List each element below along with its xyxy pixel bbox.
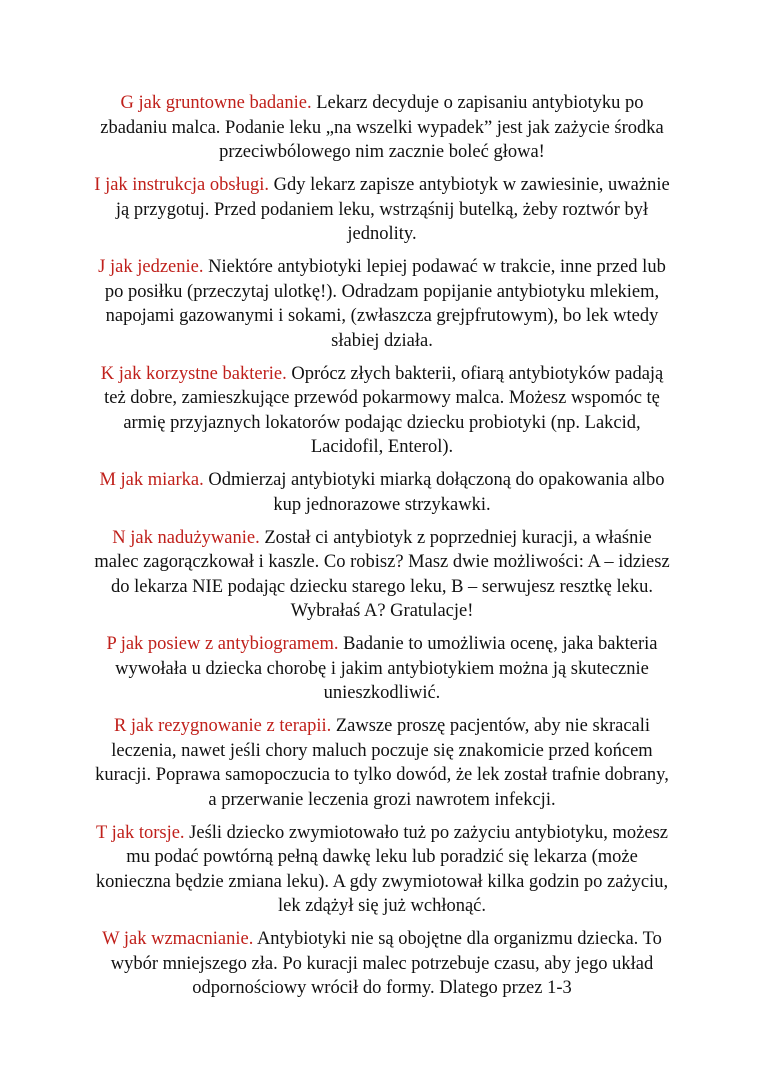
entry-term: P jak posiew z antybiogramem. [106, 634, 339, 654]
entry-k-korzystne-bakterie [92, 362, 672, 460]
entry-text: Jeśli dziecko zwymiotowało tuż po zażyciu antybiotyku, możesz mu podać powtórną pełną dawkę leku lub poradzić się lekarza (może konieczna będzie zmiana leku). A gdy zwymiotował kilka godzin po zażyciu, lek zdążył się już wchłonąć. [95, 822, 669, 916]
entry-g-gruntowne-badanie [92, 91, 672, 165]
entry-text: Niektóre antybiotyki lepiej podawać w trakcie, inne przed lub po posiłku (przeczytaj ulotkę!). Odradzam popijanie antybiotyku mlekiem, napojami gazowanymi i sokami, (zwłaszcza grejpfrutowym), bo lek wtedy słabiej działa. [104, 257, 666, 351]
entry-t-torsje [92, 821, 672, 919]
entry-text: Odmierzaj antybiotyki miarką dołączoną do opakowania albo kup jednorazowe strzykawki. [208, 470, 665, 515]
entry-i-instrukcja-obslugi [92, 173, 672, 247]
entry-j-jedzenie [92, 255, 672, 353]
entry-m-miarka [92, 468, 672, 517]
entry-r-rezygnowanie [92, 714, 672, 812]
entry-term: J jak jedzenie. [98, 257, 204, 277]
entry-text: Gdy lekarz zapisze antybiotyk w zawiesinie, uważnie ją przygotuj. Przed podaniem leku, wstrząśnij butelką, żeby roztwór był jednolity. [115, 175, 670, 244]
entry-text: Lekarz decyduje o zapisaniu antybiotyku po zbadaniu malca. Podanie leku „na wszelki wypadek” jest jak zażycie środka przeciwbólowego nim zacznie boleć głowa! [100, 93, 664, 162]
entry-term: R jak rezygnowanie z terapii. [113, 716, 332, 736]
entry-text: Został ci antybiotyk z poprzedniej kuracji, a właśnie malec zagorączkował i kaszle. Co robisz? Masz dwie możliwości: A – idziesz do lekarza NIE podając dziecku starego leku, B – serwujesz resztkę leku. Wybrałaś A? Gratulacje! [94, 527, 670, 621]
entry-term: I jak instrukcja obsługi. [94, 175, 269, 195]
entry-text: Zawsze proszę pacjentów, aby nie skracali leczenia, nawet jeśli chory maluch poczuje się znakomicie przed końcem kuracji. Poprawa samopoczucia to tylko dowód, że lek został trafnie dobrany, a przerwanie leczenia grozi nawrotem infekcji. [95, 716, 669, 810]
entry-text: Badanie to umożliwia ocenę, jaka bakteria wywołała u dziecka chorobę i jakim antybiotykiem można ją skutecznie unieszkodliwić. [115, 634, 658, 703]
entry-text: Antybiotyki nie są obojętne dla organizmu dziecka. To wybór mniejszego zła. Po kuracji malec potrzebuje czasu, aby jego układ odpornościowy wrócił do formy. Dlatego przez 1-3 [110, 929, 662, 998]
document-page [92, 91, 672, 1009]
entry-term: M jak miarka. [99, 470, 204, 490]
entry-w-wzmacnianie [92, 927, 672, 1001]
entry-term: W jak wzmacnianie. [102, 929, 254, 949]
entry-term: T jak torsje. [96, 822, 185, 843]
entry-text: Oprócz złych bakterii, ofiarą antybiotyków padają też dobre, zamieszkujące przewód pokarmowy malca. Możesz wspomóc tę armię przyjaznych lokatorów podając dziecku probiotyki (np. Lakcid, Lacidofil, Enterol). [104, 363, 664, 457]
entry-term: K jak korzystne bakterie. [100, 363, 287, 384]
entry-term: N jak nadużywanie. [112, 527, 260, 548]
entry-n-naduzywanie [92, 526, 672, 624]
entry-term: G jak gruntowne badanie. [120, 93, 312, 113]
entry-p-posiew [92, 632, 672, 706]
